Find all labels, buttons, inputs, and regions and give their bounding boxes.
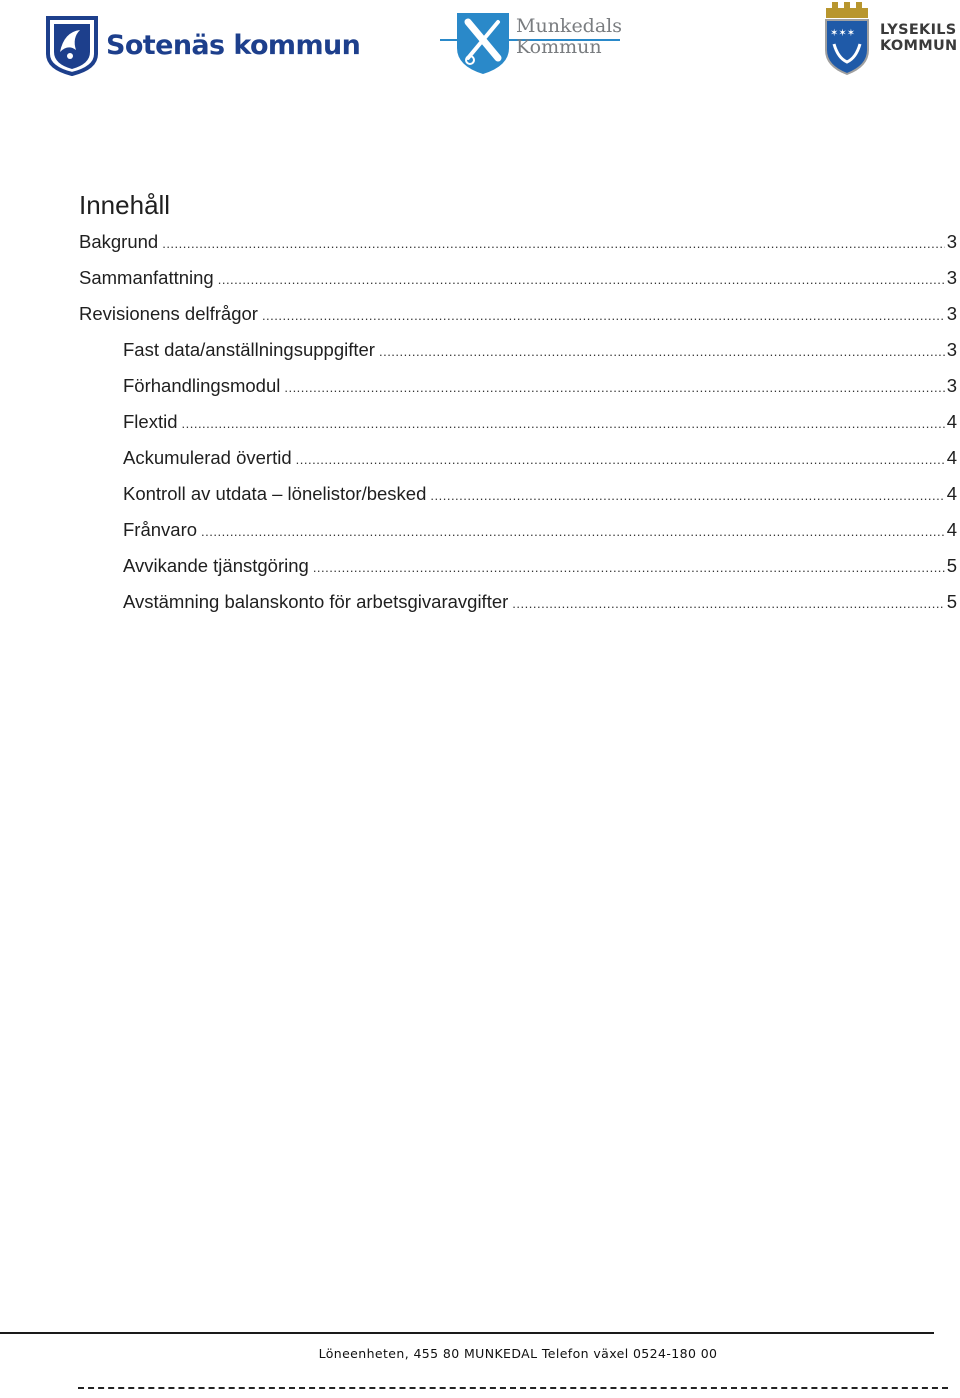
lysekil-logo bbox=[822, 0, 957, 76]
toc-leader-dots bbox=[201, 514, 945, 550]
toc-leader-dots bbox=[262, 298, 945, 334]
toc-entry-forhandlingsmodul[interactable] bbox=[79, 368, 957, 404]
munkedal-crest-icon bbox=[454, 10, 512, 76]
sotenas-logo bbox=[46, 14, 360, 76]
toc-leader-dots bbox=[512, 586, 944, 622]
toc-entry-page: 3 bbox=[946, 303, 957, 324]
sotenas-shield-icon bbox=[46, 14, 98, 76]
toc-entry-label: Flextid bbox=[123, 411, 178, 432]
footer-divider bbox=[0, 1332, 934, 1334]
toc-entry-page: 3 bbox=[946, 267, 957, 288]
toc-entry-label: Sammanfattning bbox=[79, 267, 214, 288]
toc-leader-dots bbox=[284, 370, 944, 406]
toc-entry-label: Kontroll av utdata – lönelistor/besked bbox=[123, 483, 427, 504]
toc-entry-page: 5 bbox=[946, 591, 957, 612]
toc-entry-label: Bakgrund bbox=[79, 231, 159, 252]
toc-entry-page: 3 bbox=[946, 231, 957, 252]
toc-entry-label: Avvikande tjänstgöring bbox=[123, 555, 309, 576]
toc-entry-fast-data[interactable] bbox=[79, 332, 957, 368]
toc-entry-label: Ackumulerad övertid bbox=[123, 447, 292, 468]
munkedal-logo-line1: Munkedals bbox=[516, 15, 623, 37]
toc-entry-page: 3 bbox=[946, 339, 957, 360]
lysekil-logo-line1: LYSEKILS bbox=[880, 22, 957, 38]
toc-leader-dots bbox=[296, 442, 945, 478]
toc-entry-page: 4 bbox=[946, 519, 957, 540]
toc-leader-dots bbox=[162, 226, 945, 262]
munkedal-logo-line2: Kommun bbox=[516, 36, 602, 58]
toc-entry-avvikande-tjanstgoring[interactable] bbox=[79, 548, 957, 584]
toc-entry-label: Revisionens delfrågor bbox=[79, 303, 258, 324]
toc-leader-dots bbox=[379, 334, 945, 370]
toc-leader-dots bbox=[218, 262, 945, 298]
toc-entry-franvaro[interactable] bbox=[79, 512, 957, 548]
toc-entry-page: 4 bbox=[946, 483, 957, 504]
toc-entry-label: Förhandlingsmodul bbox=[123, 375, 281, 396]
footer-dashed-line bbox=[78, 1387, 948, 1389]
toc-entry-page: 4 bbox=[946, 447, 957, 468]
munkedal-logo bbox=[440, 10, 622, 76]
sotenas-logo-text: Sotenäs kommun bbox=[106, 29, 361, 61]
toc-entry-label: Avstämning balanskonto för arbetsgivaravgifter bbox=[123, 591, 509, 612]
lysekil-crest-icon bbox=[822, 0, 872, 76]
lysekil-logo-text bbox=[880, 22, 957, 54]
toc-entry-kontroll-av-utdata[interactable] bbox=[79, 476, 957, 512]
toc-entry-ackumulerad-overtid[interactable] bbox=[79, 440, 957, 476]
toc-leader-dots bbox=[313, 550, 945, 586]
toc-leader-dots bbox=[430, 478, 944, 514]
svg-text:✶✶✶: ✶✶✶ bbox=[830, 28, 856, 39]
table-of-contents bbox=[79, 224, 957, 620]
toc-entry-flextid[interactable] bbox=[79, 404, 957, 440]
toc-entry-label: Fast data/anställningsuppgifter bbox=[123, 339, 375, 360]
toc-entry-page: 5 bbox=[946, 555, 957, 576]
lysekil-logo-line2: KOMMUN bbox=[880, 38, 958, 54]
toc-entry-sammanfattning[interactable] bbox=[79, 260, 957, 296]
toc-entry-avstamning-balanskonto[interactable] bbox=[79, 584, 957, 620]
toc-title: Innehåll bbox=[79, 190, 171, 220]
toc-entry-bakgrund[interactable] bbox=[79, 224, 957, 260]
toc-entry-page: 3 bbox=[946, 375, 957, 396]
munkedal-logo-text bbox=[516, 16, 622, 58]
footer-address: Löneenheten, 455 80 MUNKEDAL Telefon växel 0524-180 00 bbox=[318, 1346, 718, 1361]
toc-entry-revisionens-delfragor[interactable] bbox=[79, 296, 957, 332]
toc-leader-dots bbox=[182, 406, 945, 442]
toc-entry-label: Frånvaro bbox=[123, 519, 198, 540]
toc-entry-page: 4 bbox=[946, 411, 957, 432]
